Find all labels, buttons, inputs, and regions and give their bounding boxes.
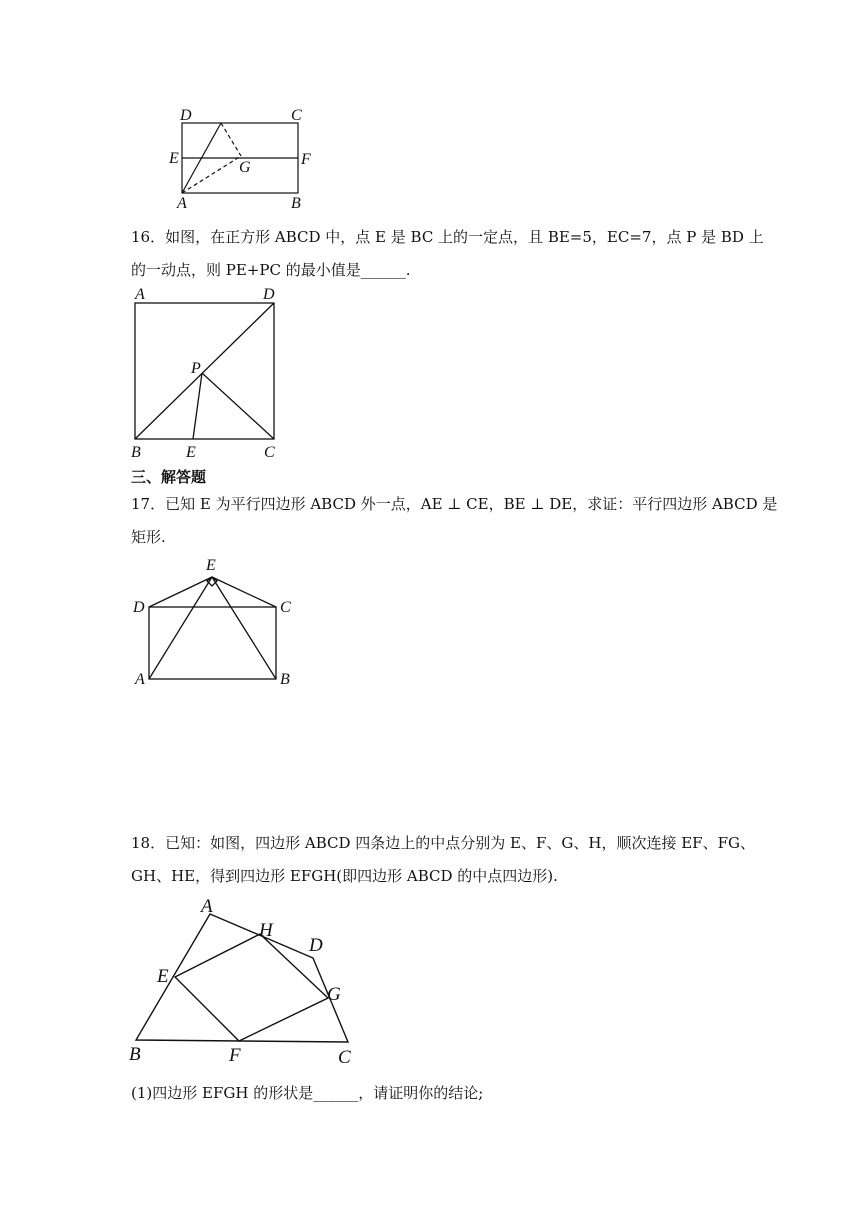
label-a: A (135, 671, 145, 688)
diagonal-bd (135, 303, 274, 439)
label-c: C (280, 599, 291, 616)
label-c: C (338, 1047, 351, 1068)
q17-text-line2: 矩形. (131, 528, 166, 546)
figure-q18-svg (126, 894, 366, 1074)
label-d: D (133, 599, 145, 616)
section-heading: 三、解答题 (131, 468, 207, 486)
rect-abcd (149, 607, 276, 679)
label-a: A (201, 896, 213, 917)
quadrilateral-efgh (175, 934, 328, 1041)
label-b: B (131, 444, 141, 461)
q18-text-line2: GH、HE，得到四边形 EFGH(即四边形 ABCD 的中点四边形). (131, 867, 558, 885)
label-c: C (264, 444, 275, 461)
segment-pc (202, 373, 274, 439)
dashed-line-1 (221, 123, 241, 156)
q18-text-line1: 18．已知：如图，四边形 ABCD 四条边上的中点分别为 E、F、G、H，顺次连接 EF、FG、 (131, 834, 755, 852)
label-f: F (229, 1045, 241, 1066)
label-e: E (157, 966, 169, 987)
label-b: B (280, 671, 290, 688)
label-e: E (186, 444, 196, 461)
label-a: A (177, 195, 187, 212)
label-c: C (291, 107, 302, 124)
segment-pe (193, 373, 202, 439)
label-g: G (327, 984, 341, 1005)
figure-q17 (130, 555, 300, 690)
label-d: D (180, 107, 192, 124)
label-g: G (239, 159, 251, 176)
label-h: H (259, 920, 273, 941)
label-d: D (263, 286, 275, 303)
label-b: B (291, 195, 301, 212)
label-e: E (206, 557, 216, 574)
figure-q16 (126, 284, 286, 462)
q16-text-line1: 16．如图，在正方形 ABCD 中，点 E 是 BC 上的一定点，且 BE=5，EC=7，点 P 是 BD 上 (131, 228, 764, 246)
label-f: F (301, 151, 311, 168)
label-p: P (191, 360, 201, 377)
dashed-line-2 (182, 156, 241, 193)
figure-q15 (165, 104, 325, 214)
label-a: A (135, 286, 145, 303)
q16-text-line2: 的一动点，则 PE+PC 的最小值是______. (131, 261, 411, 279)
label-e: E (169, 150, 179, 167)
figure-q18 (126, 894, 366, 1074)
q18-sub1-text: (1)四边形 EFGH 的形状是______，请证明你的结论; (131, 1084, 484, 1102)
label-b: B (129, 1044, 141, 1065)
figure-q17-svg (130, 555, 300, 690)
label-d: D (309, 935, 323, 956)
figure-q16-svg (126, 284, 286, 462)
figure-q15-svg (165, 104, 325, 214)
q17-text-line1: 17．已知 E 为平行四边形 ABCD 外一点，AE ⊥ CE，BE ⊥ DE，求证：平行四边形 ABCD 是 (131, 495, 778, 513)
